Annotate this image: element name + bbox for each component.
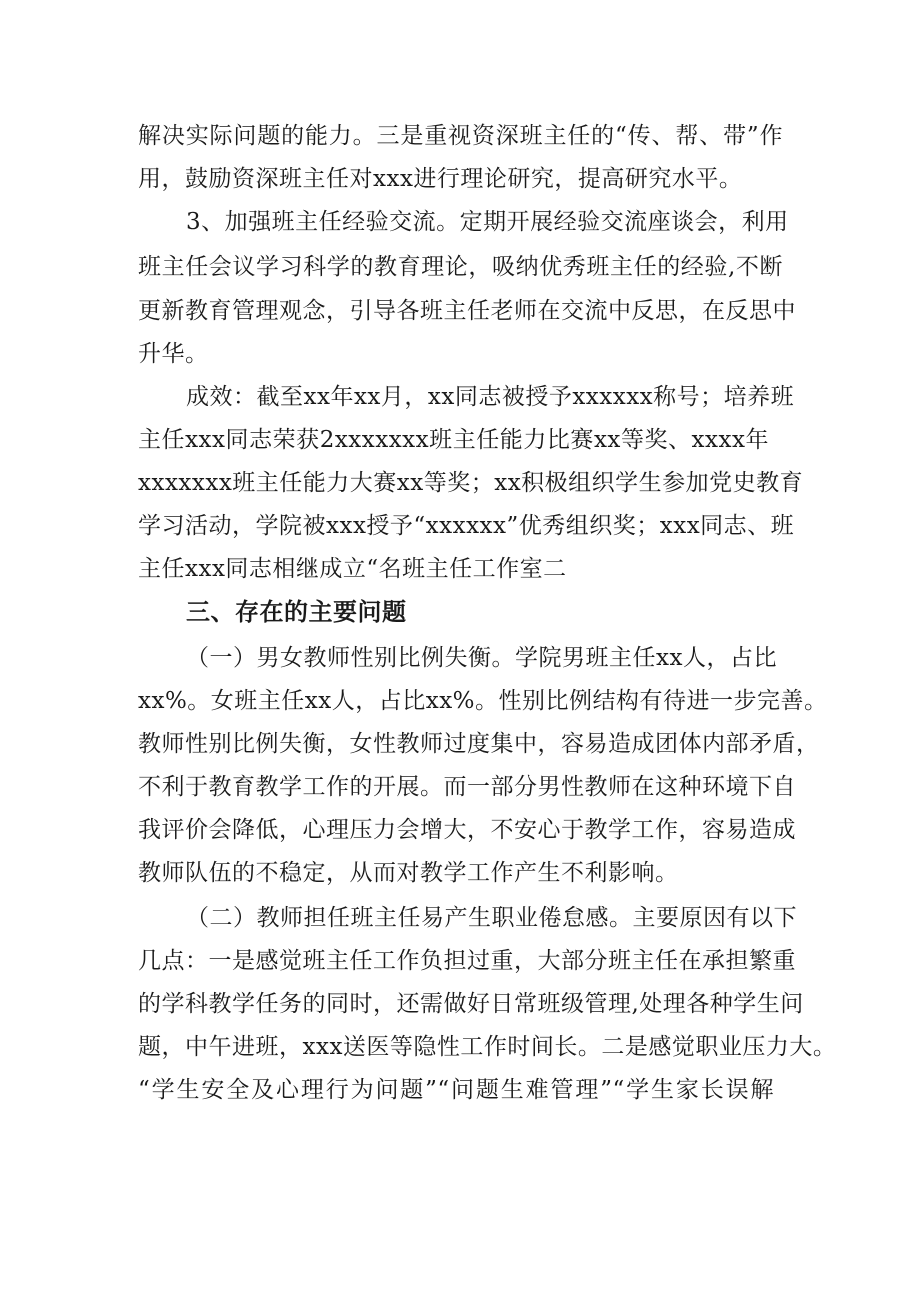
- body-line: 题，中午进班，xxx送医等隐性工作时间长。二是感觉职业压力大。: [138, 1034, 837, 1060]
- body-line: 学习活动，学院被xxx授予“xxxxxx”优秀组织奖；xxx同志、班: [138, 513, 795, 539]
- body-line: 主任xxx同志相继成立“名班主任工作室二: [138, 556, 567, 582]
- body-line: “学生安全及心理行为问题”“问题生难管理”“学生家长误解: [138, 1077, 774, 1103]
- body-line: 班主任会议学习科学的教育理论，吸纳优秀班主任的经验,不断: [138, 254, 783, 280]
- body-line: 3、加强班主任经验交流。定期开展经验交流座谈会，利用: [186, 209, 789, 235]
- body-line: xx%。女班主任xx人，占比xx%。性别比例结构有待进一步完善。: [138, 688, 828, 714]
- section-heading: 三、存在的主要问题: [186, 598, 407, 626]
- body-line: 教师性别比例失衡，女性教师过度集中，容易造成团体内部矛盾，: [138, 731, 820, 757]
- body-line: 解决实际问题的能力。三是重视资深班主任的“传、帮、带”作: [138, 123, 783, 149]
- body-line: 不利于教育教学工作的开展。而一部分男性教师在这种环境下自: [138, 774, 796, 800]
- body-line: 几点：一是感觉班主任工作负担过重，大部分班主任在承担繁重: [138, 948, 796, 974]
- body-line: xxxxxxx班主任能力大赛xx等奖；xx积极组织学生参加党史教育: [138, 470, 804, 496]
- body-line: 主任xxx同志荣获2xxxxxxx班主任能力比赛xx等奖、xxxx年: [138, 427, 769, 453]
- body-line: 更新教育管理观念，引导各班主任老师在交流中反思，在反思中: [138, 298, 796, 324]
- body-line: 用，鼓励资深班主任对xxx进行理论研究，提高研究水平。: [138, 166, 743, 192]
- body-line: （二）教师担任班主任易产生职业倦怠感。主要原因有以下: [186, 905, 797, 931]
- body-line: 我评价会降低，心理压力会增大，不安心于教学工作，容易造成: [138, 817, 796, 843]
- body-line: 的学科教学任务的同时，还需做好日常班级管理,处理各种学生问: [138, 991, 804, 1017]
- body-line: 教师队伍的不稳定，从而对教学工作产生不利影响。: [138, 860, 679, 886]
- body-line: 成效：截至xx年xx月，xx同志被授予xxxxxx称号；培养班: [186, 384, 795, 410]
- body-line: 升华。: [138, 341, 209, 367]
- body-line: （一）男女教师性别比例失衡。学院男班主任xx人，占比: [186, 645, 777, 671]
